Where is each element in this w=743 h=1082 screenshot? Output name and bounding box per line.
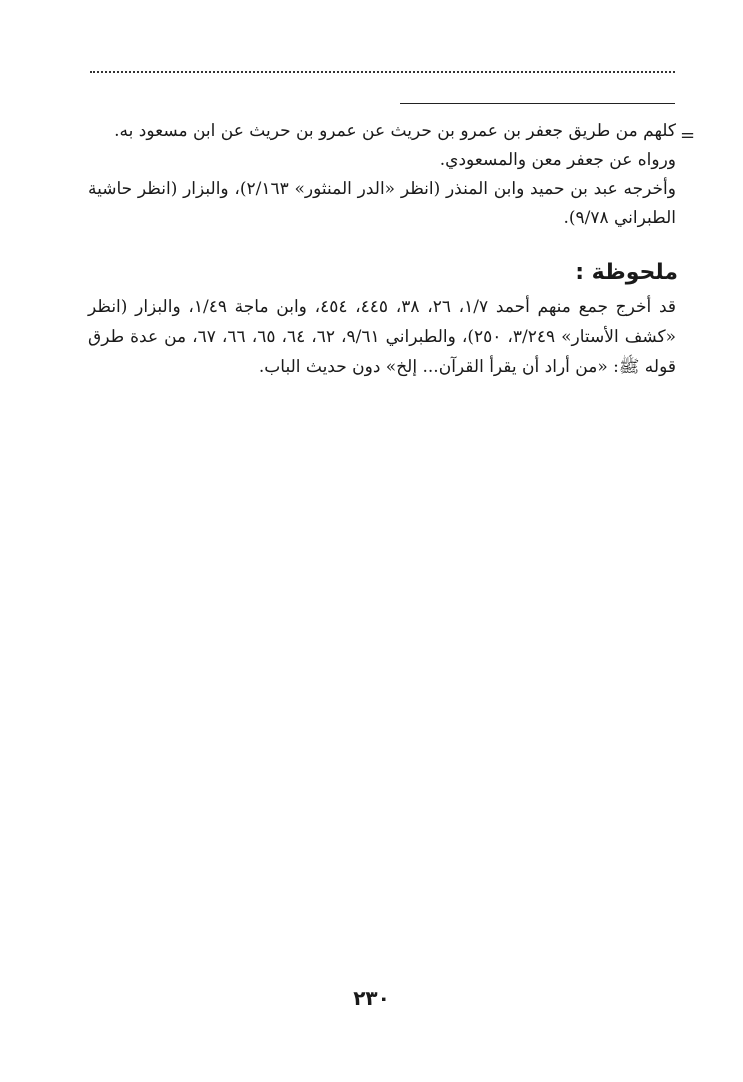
header-dotted-rule — [90, 71, 675, 73]
footnote-block — [88, 117, 676, 233]
note-paragraph: قد أخرج جمع منهم أحمد ١/٧، ٢٦، ٣٨، ٤٤٥، ٤٥٤، وابن ماجة ١/٤٩، والبزار (انظر «كشف الأستار» ٣/٢٤٩، ٢٥٠)، والطبراني ٩/٦١، ٦٢، ٦٤، ٦٥، ٦٦، ٦٧، من عدة طرق قوله ﷺ: «من أراد أن يقرأ القرآن... إلخ» دون حديث الباب. — [88, 297, 677, 377]
note-heading: ملحوظة : — [575, 260, 678, 285]
footnote-line: وأخرجه عبد بن حميد وابن المنذر (انظر «الدر المنثور» ٢/١٦٣)، والبزار (انظر حاشية الطبراني ٩/٧٨). — [88, 179, 676, 228]
footnote-continuation-mark: = — [680, 125, 696, 146]
footnote-separator-rule — [400, 103, 675, 104]
footnote-line: كلهم من طريق جعفر بن عمرو بن حريث عن عمرو بن حريث عن ابن مسعود به. — [114, 121, 676, 141]
page-number: ٢٣٠ — [353, 986, 390, 1010]
footnote-line: ورواه عن جعفر معن والمسعودي. — [439, 150, 676, 170]
